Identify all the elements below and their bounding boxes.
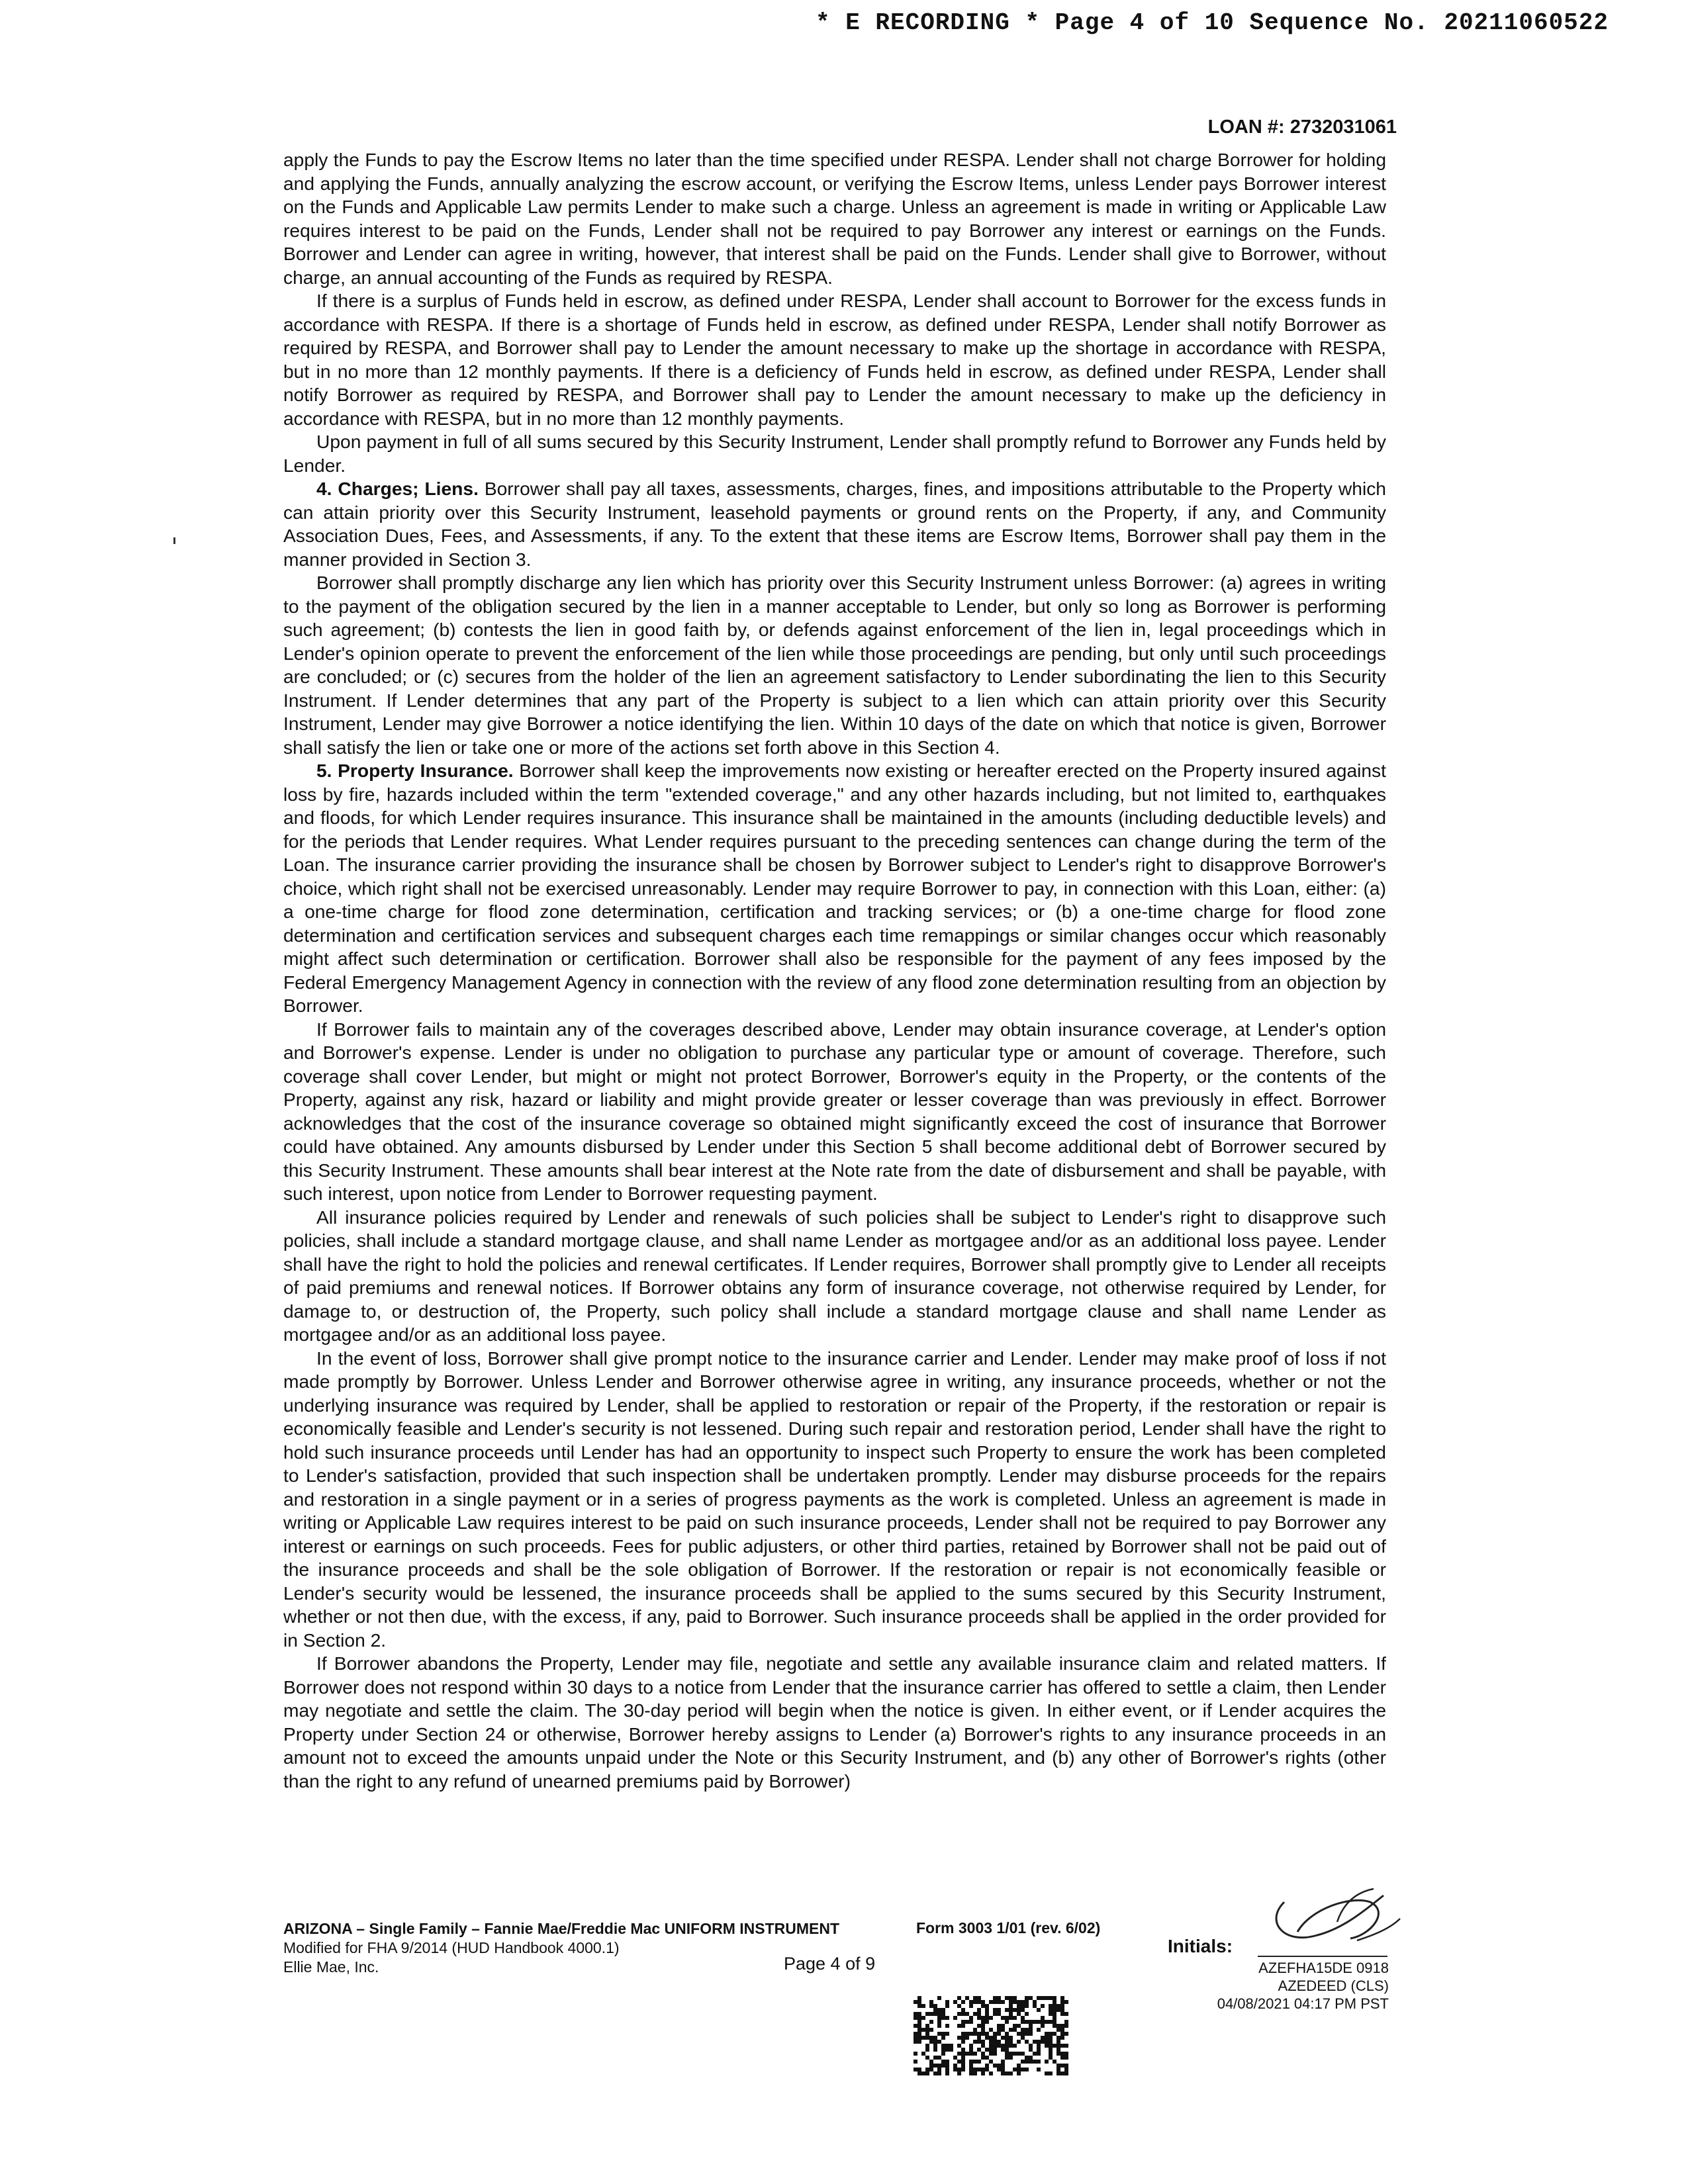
barcode-icon	[914, 1996, 1070, 2075]
footer-vendor: Ellie Mae, Inc.	[283, 1958, 379, 1976]
document-body	[283, 148, 1386, 1793]
recording-header: * E RECORDING * Page 4 of 10 Sequence No. 20211060522	[816, 9, 1609, 36]
section-5-heading: 5. Property Insurance.	[316, 760, 514, 781]
doc-code-1: AZEFHA15DE 0918	[1258, 1960, 1389, 1976]
initials-signature	[1258, 1882, 1410, 1962]
initials-line	[1258, 1956, 1387, 1957]
footer-form-number: Form 3003 1/01 (rev. 6/02)	[916, 1919, 1101, 1936]
section-4-charges-liens	[283, 477, 1386, 571]
loan-number: LOAN #: 2732031061	[1207, 116, 1397, 138]
paragraph-coverage-failure: If Borrower fails to maintain any of the coverages described above, Lender may obtain insurance coverage, at Lender's option and Borrower's expense. Lender is under no obligation to purchase any particular type or amount of coverage. Therefore, such coverage shall cover Lender, but might or might not protect Borrower, Borrower's equity in the Property, or the contents of the Property, against any risk, hazard or liability and might provide greater or lesser coverage than was previously in effect. Borrower acknowledges that the cost of the insurance coverage so obtained might significantly exceed the cost of insurance that Borrower could have obtained. Any amounts disbursed by Lender under this Section 5 shall become additional debt of Borrower secured by this Security Instrument. These amounts shall bear interest at the Note rate from the date of disbursement and shall be payable, with such interest, upon notice from Lender to Borrower requesting payment.	[283, 1018, 1386, 1204]
section-4-heading: 4. Charges; Liens.	[316, 478, 479, 499]
footer-instrument: ARIZONA – Single Family – Fannie Mae/Freddie Mac UNIFORM INSTRUMENT	[283, 1920, 840, 1937]
doc-timestamp: 04/08/2021 04:17 PM PST	[1217, 1995, 1389, 2012]
footer-instrument-block	[283, 1919, 839, 1977]
paragraph-insurance-policies: All insurance policies required by Lender and renewals of such policies shall be subject to Lender's right to disapprove such policies, shall include a standard mortgage clause, and shall name Lender as mortgagee and/or as an additional loss payee. Lender shall have the right to hold the policies and renewal certificates. If Lender requires, Borrower shall promptly give to Lender all receipts of paid premiums and renewal notices. If Borrower obtains any form of insurance coverage, not otherwise required by Lender, for damage to, or destruction of, the Property, such policy shall include a standard mortgage clause and shall name Lender as mortgagee and/or as an additional loss payee.	[283, 1206, 1386, 1345]
stray-mark	[173, 537, 175, 544]
paragraph-abandonment: If Borrower abandons the Property, Lender may file, negotiate and settle any available insurance claim and related matters. If Borrower does not respond within 30 days to a notice from Lender that the insurance carrier has offered to settle a claim, then Lender may negotiate and settle the claim. The 30-day period will begin when the notice is given. In either event, or if Lender acquires the Property under Section 24 or otherwise, Borrower hereby assigns to Lender (a) Borrower's rights to any insurance proceeds in an amount not to exceed the amounts unpaid under the Note or this Security Instrument, and (b) any other of Borrower's rights (other than the right to any refund of unearned premiums paid by Borrower)	[283, 1653, 1386, 1792]
paragraph-refund: Upon payment in full of all sums secured by this Security Instrument, Lender shall promptly refund to Borrower any Funds held by Lender.	[283, 431, 1386, 476]
doc-code-2: AZEDEED (CLS)	[1278, 1978, 1389, 1994]
section-4-text: Borrower shall pay all taxes, assessments, charges, fines, and impositions attributable to the Property which can attain priority over this Security Instrument, leasehold payments or ground rents on the Property, if any, and Community Association Dues, Fees, and Assessments, if any. To the extent that these items are Escrow Items, Borrower shall pay them in the manner provided in Section 3.	[283, 478, 1386, 570]
paragraph-discharge-lien: Borrower shall promptly discharge any lien which has priority over this Security Instrument unless Borrower: (a) agrees in writing to the payment of the obligation secured by the lien in a manner acceptable to Lender, but only so long as Borrower is performing such agreement; (b) contests the lien in good faith by, or defends against enforcement of the lien in, legal proceedings which in Lender's opinion operate to prevent the enforcement of the lien while those proceedings are pending, but only until such proceedings are concluded; or (c) secures from the holder of the lien an agreement satisfactory to Lender subordinating the lien to this Security Instrument. If Lender determines that any part of the Property is subject to a lien which can attain priority over this Security Instrument, Lender may give Borrower a notice identifying the lien. Within 10 days of the date on which that notice is given, Borrower shall satisfy the lien or take one or more of the actions set forth above in this Section 4.	[283, 572, 1386, 758]
paragraph-escrow-surplus: If there is a surplus of Funds held in escrow, as defined under RESPA, Lender shall account to Borrower for the excess funds in accordance with RESPA. If there is a shortage of Funds held in escrow, as defined under RESPA, Lender shall notify Borrower as required by RESPA, and Borrower shall pay to Lender the amount necessary to make up the shortage in accordance with RESPA, but in no more than 12 monthly payments. If there is a deficiency of Funds held in escrow, as defined under RESPA, Lender shall notify Borrower as required by RESPA, and Borrower shall pay to Lender the amount necessary to make up the deficiency in accordance with RESPA, but in no more than 12 monthly payments.	[283, 290, 1386, 429]
section-5-text: Borrower shall keep the improvements now existing or hereafter erected on the Property insured against loss by fire, hazards included within the term "extended coverage," and any other hazards including, but not limited to, earthquakes and floods, for which Lender requires insurance. This insurance shall be maintained in the amounts (including deductible levels) and for the periods that Lender requires. What Lender requires pursuant to the preceding sentences can change during the term of the Loan. The insurance carrier providing the insurance shall be chosen by Borrower subject to Lender's right to disapprove Borrower's choice, which right shall not be exercised unreasonably. Lender may require Borrower to pay, in connection with this Loan, either: (a) a one-time charge for flood zone determination, certification and tracking services; or (b) a one-time charge for flood zone determination and certification services and subsequent charges each time remappings or similar changes occur which reasonably might affect such determination or certification. Borrower shall also be responsible for the payment of any fees imposed by the Federal Emergency Management Agency in connection with the review of any flood zone determination resulting from an objection by Borrower.	[283, 760, 1386, 1016]
paragraph-escrow-application: apply the Funds to pay the Escrow Items no later than the time specified under RESPA. Lender shall not charge Borrower for holding and applying the Funds, annually analyzing the escrow account, or verifying the Escrow Items, unless Lender pays Borrower interest on the Funds and Applicable Law permits Lender to make such a charge. Unless an agreement is made in writing or Applicable Law requires interest to be paid on the Funds, Lender shall not be required to pay Borrower any interest or earnings on the Funds. Borrower and Lender can agree in writing, however, that interest shall be paid on the Funds. Lender shall give to Borrower, without charge, an annual accounting of the Funds as required by RESPA.	[283, 149, 1386, 288]
section-5-property-insurance	[283, 759, 1386, 1018]
paragraph-event-of-loss: In the event of loss, Borrower shall give prompt notice to the insurance carrier and Lender. Lender may make proof of loss if not made promptly by Borrower. Unless Lender and Borrower otherwise agree in writing, any insurance proceeds, whether or not the underlying insurance was required by Lender, shall be applied to restoration or repair of the Property, if the restoration or repair is economically feasible and Lender's security is not lessened. During such repair and restoration period, Lender shall have the right to hold such insurance proceeds until Lender has had an opportunity to inspect such Property to ensure the work has been completed to Lender's satisfaction, provided that such inspection shall be undertaken promptly. Lender may disburse proceeds for the repairs and restoration in a single payment or in a series of progress payments as the work is completed. Unless an agreement is made in writing or Applicable Law requires interest to be paid on such insurance proceeds, Lender shall not be required to pay Borrower any interest or earnings on such proceeds. Fees for public adjusters, or other third parties, retained by Borrower shall not be paid out of the insurance proceeds and shall be the sole obligation of Borrower. If the restoration or repair is not economically feasible or Lender's security would be lessened, the insurance proceeds shall be applied to the sums secured by this Security Instrument, whether or not then due, with the excess, if any, paid to Borrower. Such insurance proceeds shall be applied in the order provided for in Section 2.	[283, 1347, 1386, 1651]
document-codes	[1217, 1959, 1389, 2013]
footer-page-number: Page 4 of 9	[784, 1954, 876, 1974]
initials-label: Initials:	[1168, 1936, 1233, 1956]
footer-modified: Modified for FHA 9/2014 (HUD Handbook 4000.1)	[283, 1939, 620, 1956]
